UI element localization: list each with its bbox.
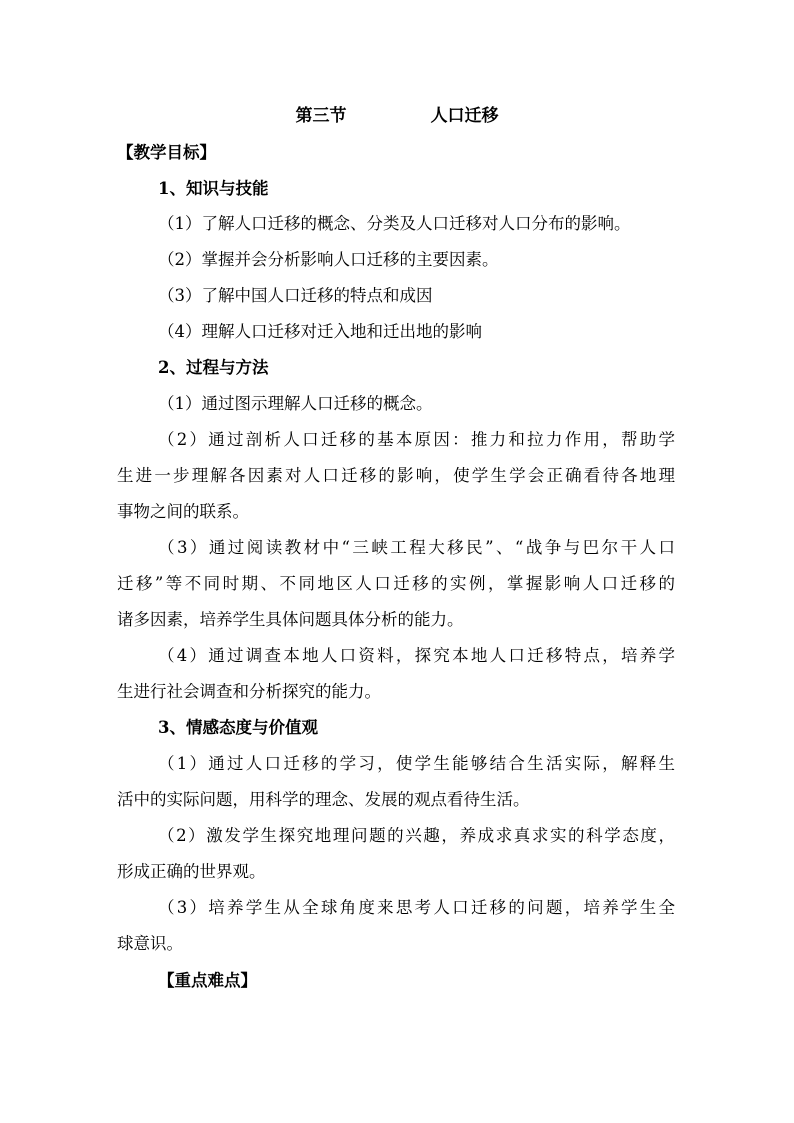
paragraph-line: 诸多因素，培养学生具体问题具体分析的能力。: [117, 610, 464, 629]
paragraph-line: （2）激发学生探究地理问题的兴趣，养成求真求实的科学态度，: [158, 826, 675, 845]
section-knowledge-skills-title: 1、知识与技能: [158, 179, 269, 198]
paragraph-line: 生进行社会调查和分析探究的能力。: [117, 682, 381, 701]
paragraph-line: （1）通过人口迁移的学习，使学生能够结合生活实际，解释生: [158, 754, 675, 773]
paragraph-line: 球意识。: [117, 934, 183, 953]
list-item: （3）了解中国人口迁移的特点和成因: [158, 286, 433, 305]
list-item: （4）理解人口迁移对迁入地和迁出地的影响: [158, 322, 482, 341]
list-item: （1）了解人口迁移的概念、分类及人口迁移对人口分布的影响。: [158, 214, 631, 233]
paragraph-line: （3）通过阅读教材中“三峡工程大移民”、“战争与巴尔干人口: [158, 538, 675, 557]
paragraph-line: （2）通过剖析人口迁移的基本原因：推力和拉力作用，帮助学: [158, 430, 675, 449]
paragraph-line: 生进一步理解各因素对人口迁移的影响，使学生学会正确看待各地理: [117, 466, 675, 485]
heading-key-difficult-points: 【重点难点】: [158, 971, 257, 990]
title-lesson-name: 人口迁移: [430, 106, 499, 126]
paragraph-line: 活中的实际问题，用科学的理念、发展的观点看待生活。: [117, 790, 530, 809]
paragraph-line: 形成正确的世界观。: [117, 862, 266, 881]
heading-objectives: 【教学目标】: [117, 143, 216, 162]
paragraph-line: 迁移”等不同时期、不同地区人口迁移的实例，掌握影响人口迁移的: [117, 574, 675, 593]
list-item: （1）通过图示理解人口迁移的概念。: [158, 394, 433, 413]
paragraph-line: 事物之间的联系。: [117, 502, 249, 521]
paragraph-line: （4）通过调查本地人口资料，探究本地人口迁移特点，培养学: [158, 646, 675, 665]
paragraph-line: （3）培养学生从全球角度来思考人口迁移的问题，培养学生全: [158, 898, 675, 917]
section-emotion-values-title: 3、情感态度与价值观: [158, 718, 318, 737]
list-item: （2）掌握并会分析影响人口迁移的主要因素。: [158, 250, 499, 269]
page-title: [0, 104, 794, 128]
section-process-methods-title: 2、过程与方法: [158, 358, 269, 377]
title-section-number: 第三节: [295, 106, 347, 126]
